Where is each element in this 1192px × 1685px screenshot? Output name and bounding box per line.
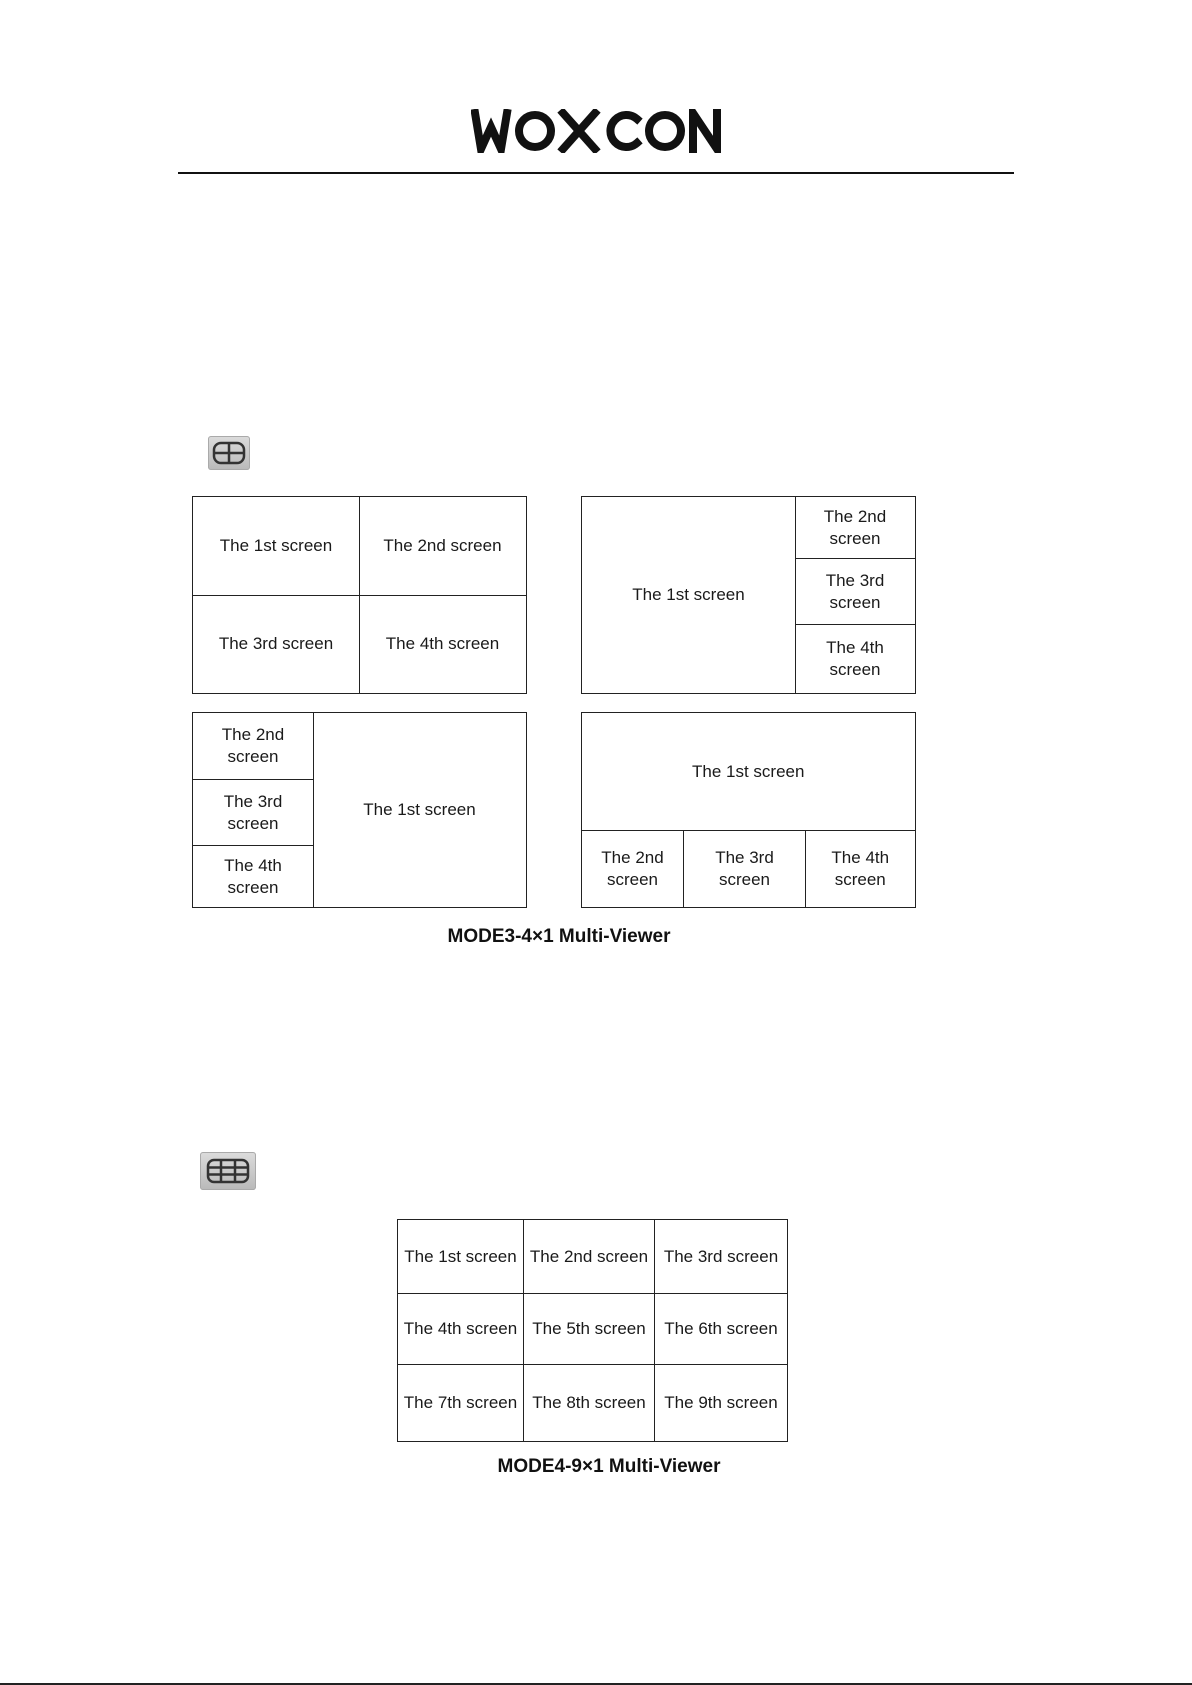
screen-cell: The 1st screen <box>192 496 360 596</box>
screen-cell: The 2nd screen <box>795 496 916 559</box>
screen-cell: The 7th screen <box>397 1364 524 1442</box>
header-divider <box>178 172 1014 174</box>
screen-cell: The 1st screen <box>581 496 796 694</box>
screen-cell: The 1st screen <box>313 712 527 908</box>
screen-cell: The 4th screen <box>397 1293 524 1366</box>
screen-cell: The 2nd screen <box>192 712 314 780</box>
mode3-caption: MODE3-4×1 Multi-Viewer <box>447 926 671 947</box>
screen-cell: The 8th screen <box>523 1364 656 1442</box>
screen-cell: The 3rd screen <box>192 779 314 847</box>
screen-cell: The 2nd screen <box>359 496 527 596</box>
screen-cell: The 9th screen <box>654 1364 788 1442</box>
screen-cell: The 4th screen <box>192 845 314 908</box>
mode3-button[interactable] <box>208 436 250 470</box>
screen-cell: The 3rd screen <box>795 558 916 626</box>
screen-cell: The 5th screen <box>523 1293 656 1366</box>
woxcon-logo-icon <box>471 109 721 153</box>
screen-cell: The 3rd screen <box>683 830 807 909</box>
screen-cell: The 4th screen <box>805 830 916 909</box>
mode4-caption: MODE4-9×1 Multi-Viewer <box>497 1456 721 1477</box>
screen-cell: The 3rd screen <box>654 1219 788 1294</box>
brand-logo <box>0 106 1192 156</box>
quad-layout-icon <box>212 441 246 465</box>
screen-cell: The 1st screen <box>581 712 916 831</box>
screen-cell: The 4th screen <box>359 595 527 694</box>
screen-cell: The 4th screen <box>795 624 916 694</box>
screen-cell: The 2nd screen <box>581 830 684 909</box>
nine-grid-layout-icon <box>206 1158 250 1184</box>
screen-cell: The 3rd screen <box>192 595 360 694</box>
screen-cell: The 2nd screen <box>523 1219 656 1294</box>
mode4-button[interactable] <box>200 1152 256 1190</box>
screen-cell: The 6th screen <box>654 1293 788 1366</box>
screen-cell: The 1st screen <box>397 1219 524 1294</box>
